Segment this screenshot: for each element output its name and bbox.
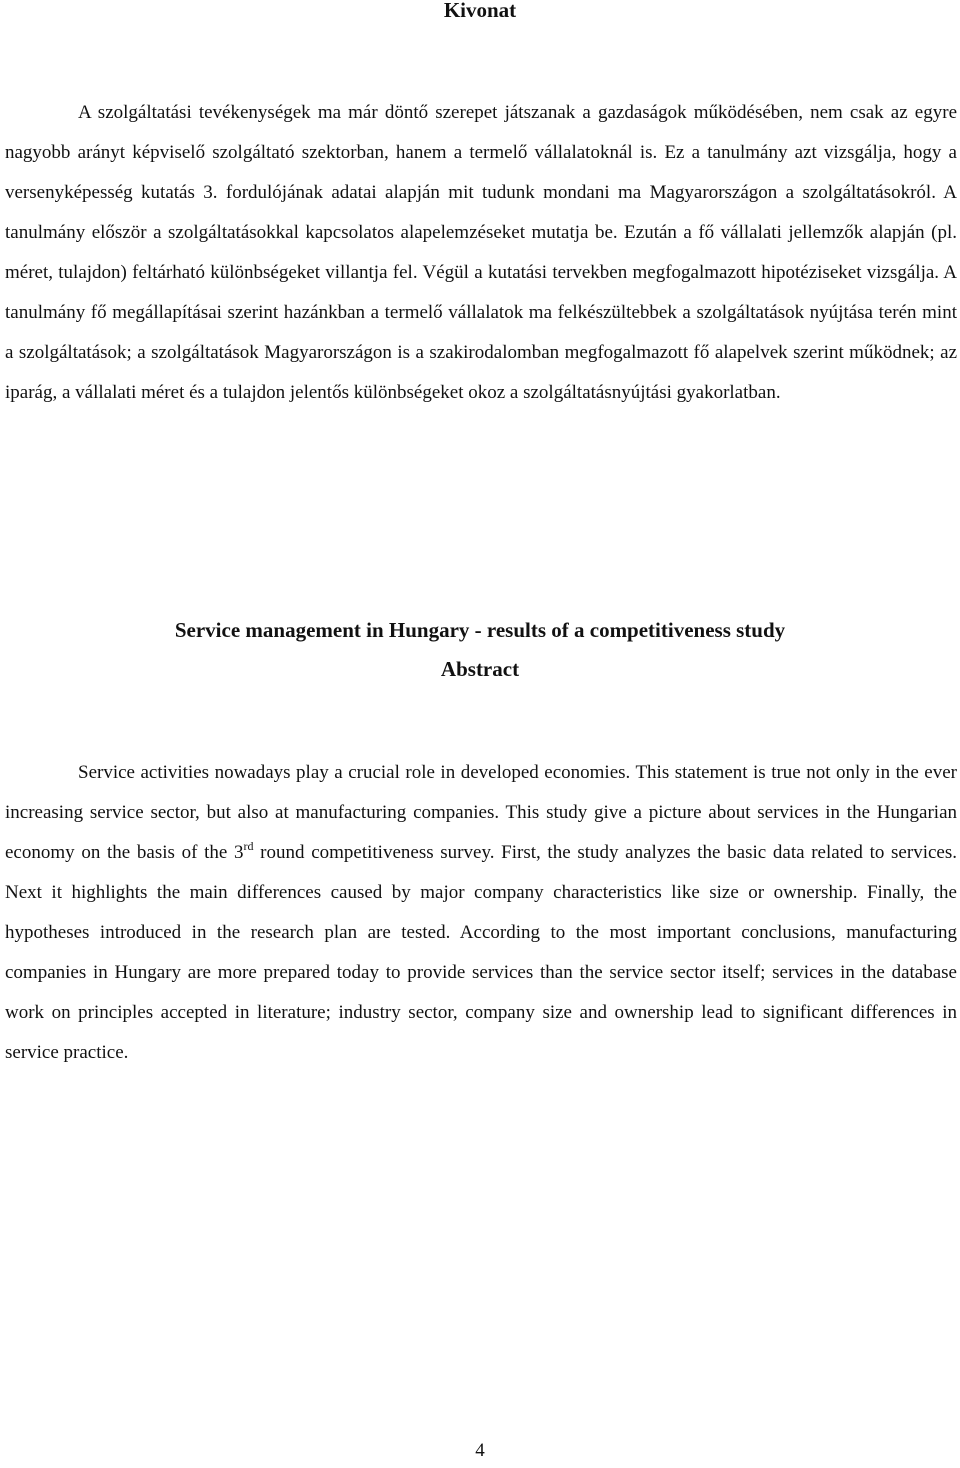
hungarian-abstract-title: Kivonat — [443, 0, 517, 22]
hungarian-abstract-text: A szolgáltatási tevékenységek ma már döntő szerepet játszanak a gazdaságok működésében, nem csak az egyre nagyobb arányt képviselő szolgáltató szektorban, hanem a termelő vállalatoknál is. Ez a tanulmány azt vizsgálja, hogy a versenyképesség kutatás 3. fordulójának adatai alapján mit tudunk mondani ma Magyarországon a szolgáltatásokról. A tanulmány először a szolgáltatásokkal kapcsolatos alapelemzéseket mutatja be. Ezután a fő vállalati jellemzők alapján (pl. méret, tulajdon) feltárható különbségeket villantja fel. Végül a kutatási tervekben megfogalmazott hipotéziseket vizsgálja. A tanulmány fő megállapításai szerint hazánkban a termelő vállalatok ma felkészültebbek a szolgáltatások nyújtása terén mint a szolgáltatások; a szolgáltatások Magyarországon is a szakirodalomban megfogalmazott fő alapelvek szerint működnek; az iparág, a vállalati méret és a tulajdon jelentős különbségeket okoz a szolgáltatásnyújtási gyakorlatban. — [5, 102, 957, 403]
english-paper-title: Service management in Hungary - results of a competitiveness study — [174, 618, 786, 642]
english-abstract-text-part2: round competitiveness survey. First, the study analyzes the basic data related to services. Next it highlights the main differences caused by major company characteristics like size or ownership. Finally, the hypotheses introduced in the research plan are tested. According to the most important conclusions, manufacturing companies in Hungary are more prepared today to provide services than the service sector itself; services in the database work on principles accepted in literature; industry sector, company size and ownership lead to significant differences in service practice. — [5, 842, 957, 1063]
ordinal-superscript: rd — [243, 839, 254, 853]
hungarian-abstract-paragraph — [5, 93, 957, 413]
english-abstract-text-part1: Service activities nowadays play a crucial role in developed economies. This statement is true not only in the ever increasing service sector, but also at manufacturing companies. This study give a picture about services in the Hungarian economy on the basis of the 3 — [5, 762, 957, 863]
english-abstract-heading: Abstract — [440, 657, 520, 681]
page-number: 4 — [475, 1440, 485, 1461]
english-abstract-paragraph — [5, 753, 957, 1073]
